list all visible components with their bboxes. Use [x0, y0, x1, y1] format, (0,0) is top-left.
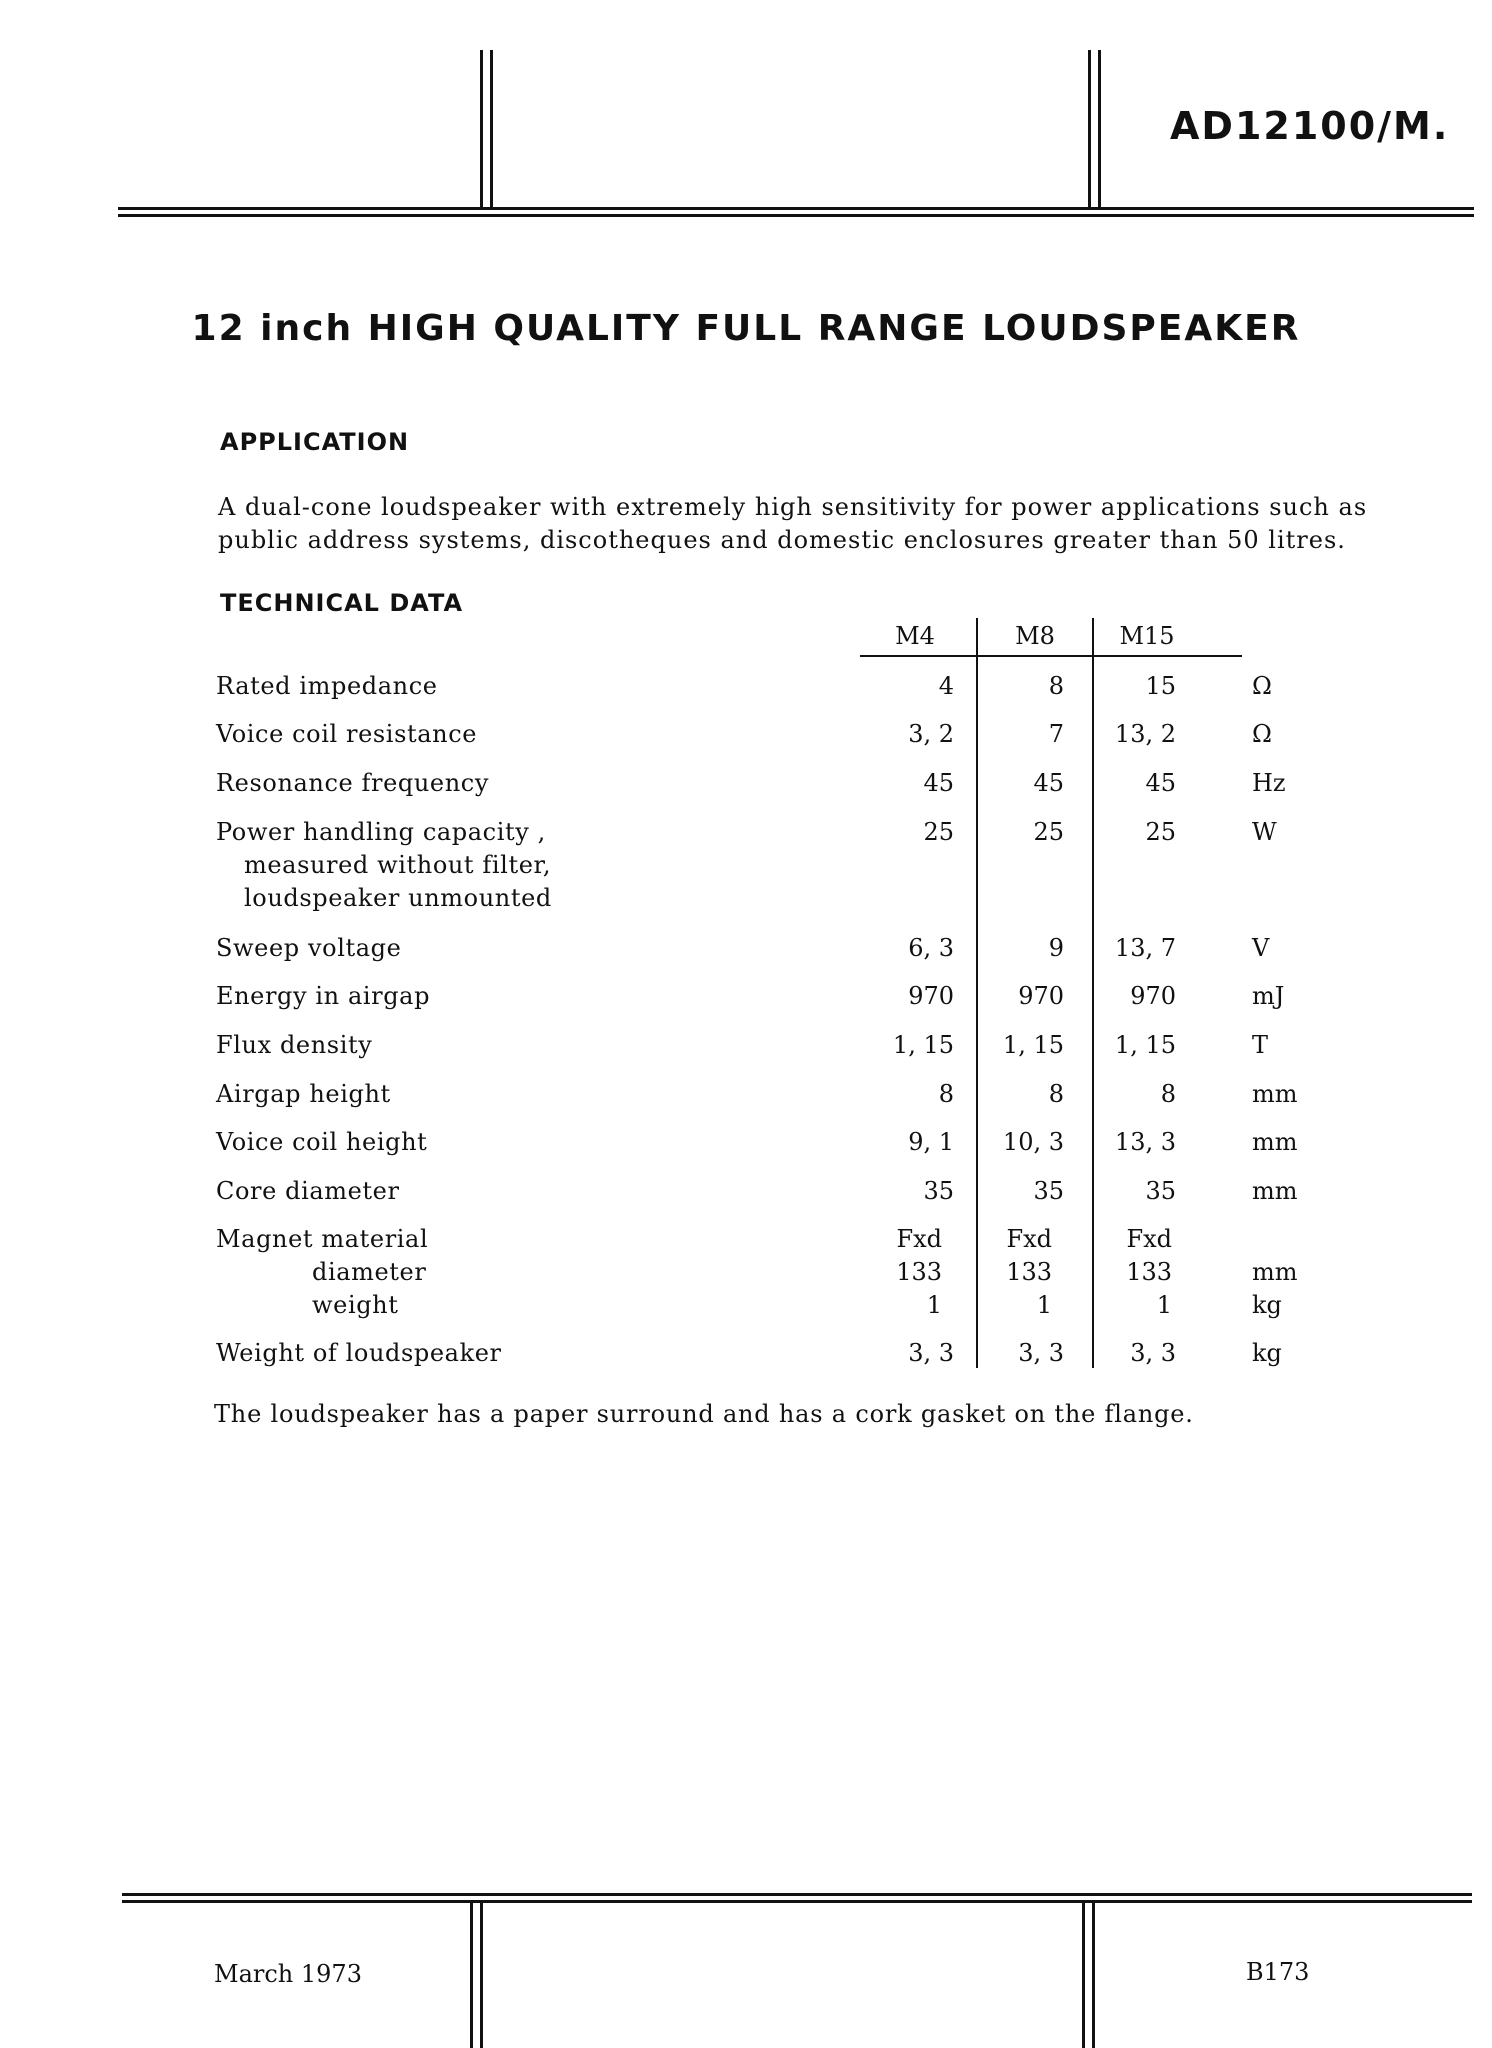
cell-m4: 3, 3 [908, 1339, 954, 1367]
footer-divider-left-a [470, 1900, 473, 2048]
header-rule-bottom [118, 214, 1474, 217]
row-label: Voice coil height [216, 1128, 428, 1156]
cell-m4: 25 [923, 818, 954, 846]
cell-m4: 6, 3 [908, 934, 954, 962]
column-header-rule [860, 655, 1242, 657]
cell-m15: 1 [1156, 1291, 1172, 1319]
application-text: A dual-cone loudspeaker with extremely high sensitivity for power applications such as public address systems, discotheques and domestic enclosures greater than 50 litres. [218, 493, 1368, 554]
cell-m15: 13, 3 [1114, 1128, 1176, 1156]
header-divider-right-a [1088, 50, 1091, 210]
cell-m15: 35 [1145, 1177, 1176, 1205]
footer-rule-bottom [122, 1900, 1472, 1903]
cell-m8: 25 [1033, 818, 1064, 846]
cell-m4: Fxd [896, 1225, 942, 1253]
row-label: Power handling capacity , [216, 818, 546, 846]
cell-m4: 3, 2 [908, 720, 954, 748]
row-unit: Hz [1252, 769, 1286, 797]
application-heading: APPLICATION [220, 428, 410, 456]
row-unit: mJ [1252, 982, 1285, 1010]
row-unit: T [1252, 1031, 1269, 1059]
page-title: 12 inch HIGH QUALITY FULL RANGE LOUDSPEAKER [191, 308, 1301, 349]
header-divider-left-a [480, 50, 483, 210]
cell-m8: 7 [1048, 720, 1064, 748]
construction-note: The loudspeaker has a paper surround and has a cork gasket on the flange. [214, 1400, 1194, 1428]
cell-m8: 1, 15 [1002, 1031, 1064, 1059]
cell-m15: 3, 3 [1130, 1339, 1176, 1367]
row-unit: kg [1252, 1339, 1282, 1367]
cell-m8: 45 [1033, 769, 1064, 797]
row-unit: Ω [1252, 720, 1272, 748]
row-sublabel: loudspeaker unmounted [244, 884, 552, 912]
cell-m8: 35 [1033, 1177, 1064, 1205]
row-label: diameter [312, 1258, 427, 1286]
row-label: Resonance frequency [216, 769, 489, 797]
cell-m4: 4 [938, 672, 954, 700]
header-divider-right-b [1098, 50, 1101, 210]
cell-m4: 1 [926, 1291, 942, 1319]
cell-m15: Fxd [1126, 1225, 1172, 1253]
model-number: AD12100/M. [1170, 104, 1450, 148]
cell-m8: Fxd [1006, 1225, 1052, 1253]
cell-m8: 9 [1048, 934, 1064, 962]
cell-m4: 45 [923, 769, 954, 797]
footer-divider-right-a [1082, 1900, 1085, 2048]
cell-m4: 1, 15 [892, 1031, 954, 1059]
cell-m4: 9, 1 [908, 1128, 954, 1156]
row-unit: mm [1252, 1258, 1298, 1286]
row-label: Airgap height [216, 1080, 391, 1108]
cell-m4: 133 [896, 1258, 942, 1286]
cell-m4: 970 [908, 982, 954, 1010]
row-sublabel: measured without filter, [244, 851, 552, 879]
header-divider-left-b [490, 50, 493, 210]
cell-m15: 13, 7 [1114, 934, 1176, 962]
row-label: Flux density [216, 1031, 373, 1059]
row-unit: W [1252, 818, 1277, 846]
cell-m8: 8 [1048, 672, 1064, 700]
cell-m15: 1, 15 [1114, 1031, 1176, 1059]
row-unit: V [1252, 934, 1270, 962]
header-rule-top [118, 207, 1474, 210]
technical-data-heading: TECHNICAL DATA [220, 589, 464, 617]
cell-m4: 35 [923, 1177, 954, 1205]
cell-m15: 8 [1160, 1080, 1176, 1108]
row-label: Weight of loudspeaker [216, 1339, 502, 1367]
row-unit: Ω [1252, 672, 1272, 700]
footer-code: B173 [1246, 1958, 1310, 1986]
footer-divider-left-b [480, 1900, 483, 2048]
footer-rule-top [122, 1893, 1472, 1896]
footer-divider-right-b [1092, 1900, 1095, 2048]
cell-m8: 8 [1048, 1080, 1064, 1108]
column-header-m8: M8 [1015, 622, 1055, 650]
row-unit: mm [1252, 1177, 1298, 1205]
row-label: Magnet material [216, 1225, 429, 1253]
row-unit: mm [1252, 1080, 1298, 1108]
row-label: Energy in airgap [216, 982, 431, 1010]
cell-m8: 3, 3 [1018, 1339, 1064, 1367]
column-header-m4: M4 [895, 622, 935, 650]
row-label: Voice coil resistance [216, 720, 478, 748]
row-label: Rated impedance [216, 672, 438, 700]
cell-m8: 10, 3 [1002, 1128, 1064, 1156]
row-label: Sweep voltage [216, 934, 402, 962]
cell-m15: 970 [1130, 982, 1176, 1010]
cell-m8: 970 [1018, 982, 1064, 1010]
cell-m15: 133 [1126, 1258, 1172, 1286]
cell-m8: 133 [1006, 1258, 1052, 1286]
row-label: Core diameter [216, 1177, 400, 1205]
row-unit: kg [1252, 1291, 1282, 1319]
cell-m15: 45 [1145, 769, 1176, 797]
cell-m15: 13, 2 [1114, 720, 1176, 748]
cell-m4: 8 [938, 1080, 954, 1108]
row-unit: mm [1252, 1128, 1298, 1156]
cell-m15: 15 [1145, 672, 1176, 700]
column-header-m15: M15 [1119, 622, 1175, 650]
footer-date: March 1973 [214, 1960, 362, 1988]
cell-m8: 1 [1036, 1291, 1052, 1319]
row-label: weight [312, 1291, 399, 1319]
cell-m15: 25 [1145, 818, 1176, 846]
